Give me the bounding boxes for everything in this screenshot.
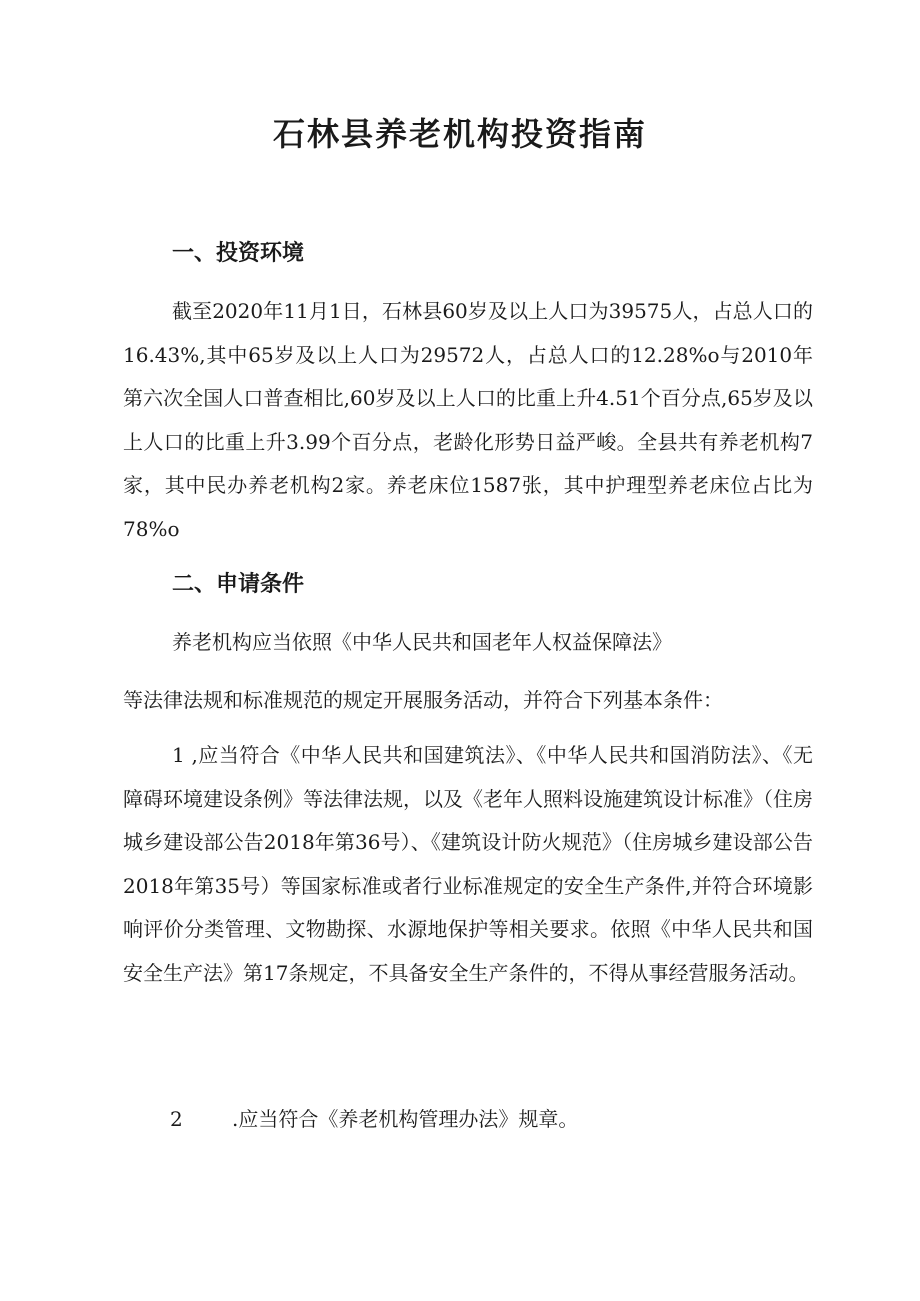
paragraph-investment-environment: 截至2020年11月1日，石林县60岁及以上人口为39575人，占总人口的16.43%,其中65岁及以上人口为29572人，占总人口的12.28%o与2010年第六次全国人口普查相比,60岁及以上人口的比重上升4.51个百分点,65岁及以上人口的比重上升3.99个百分点，老龄化形势日益严峻。全县共有养老机构7家，其中民办养老机构2家。养老床位1587张，其中护理型养老床位占比为78%o (123, 299, 813, 541)
document-title: 石林县养老机构投资指南 (272, 115, 647, 153)
section-heading-investment-environment: 一、投资环境 (172, 241, 305, 266)
list-item-condition-2-text: .应当符合《养老机构管理办法》规章。 (232, 1107, 579, 1131)
list-item-condition-2-number: 2 (170, 1107, 183, 1131)
list-item-condition-1: 1 ,应当符合《中华人民共和国建筑法》、《中华人民共和国消防法》、《无障碍环境建设条例》等法律法规，以及《老年人照料设施建筑设计标准》（住房城乡建设部公告2018年第36号）、《建筑设计防火规范》（住房城乡建设部公告2018年第35号）等国家标准或者行业标准规定的安全生产条件,并符合环境影响评价分类管理、文物勘探、水源地保护等相关要求。依照《中华人民共和国安全生产法》第17条规定，不具备安全生产条件的，不得从事经营服务活动。 (123, 743, 813, 985)
section-heading-application-conditions: 二、申请条件 (172, 572, 305, 597)
paragraph-conditions-intro-line2: 等法律法规和标准规范的规定开展服务活动，并符合下列基本条件： (123, 688, 723, 712)
paragraph-conditions-intro-line1: 养老机构应当依照《中华人民共和国老年人权益保障法》 (172, 630, 672, 654)
